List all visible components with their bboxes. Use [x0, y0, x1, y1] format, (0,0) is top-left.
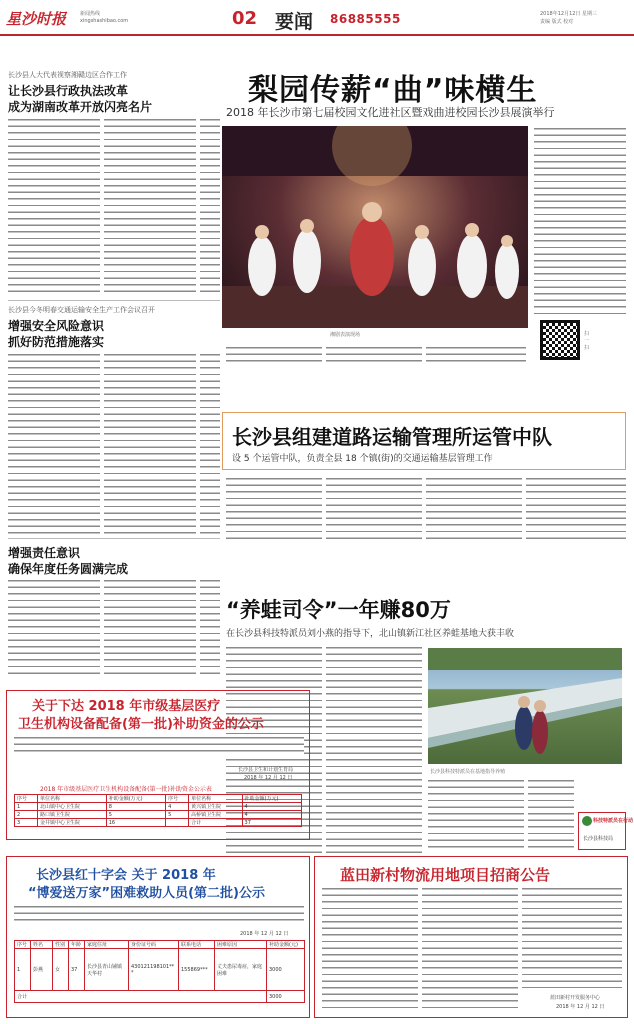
article3-body-col1 — [8, 578, 100, 678]
article2-body-col1 — [8, 352, 100, 534]
notice2-table — [14, 940, 305, 1003]
masthead-rule — [0, 34, 634, 36]
main1-subtitle: 2018 年长沙市第七届校园文化进社区暨戏曲进校园长沙县展演举行 — [226, 106, 555, 119]
table-cell: 4 — [242, 803, 301, 811]
notice1-title-line2: 卫生机构设备配备(第一批)补助资金的公示 — [18, 717, 264, 732]
notice1-body — [14, 735, 304, 755]
table-header-cell: 单位名称 — [189, 795, 242, 803]
hotline-number: 86885555 — [330, 12, 401, 26]
paper-logo: 星沙时报 — [6, 10, 67, 28]
table-cell: 高桥镇卫生院 — [189, 811, 242, 819]
notice3-body-col1 — [322, 886, 418, 1010]
notice2-table-header — [15, 941, 305, 949]
table-cell: 丈夫患尿毒症，家庭困难 — [215, 949, 267, 991]
table-cell: 37 — [242, 819, 301, 827]
article3-title-line2: 确保年度任务圆满完成 — [8, 562, 129, 576]
notice2-title-line1: 长沙县红十字会 关于 2018 年 — [36, 868, 216, 883]
notice1-table — [14, 794, 302, 827]
main1-photo — [222, 126, 528, 328]
table-cell: 3000 — [267, 949, 305, 991]
main3-body-col2 — [326, 645, 422, 857]
table-cell: 5 — [166, 811, 189, 819]
main3-photo — [428, 648, 622, 764]
article1-body-col1 — [8, 117, 100, 295]
qr-code[interactable] — [540, 320, 580, 360]
table-cell: 2 — [15, 811, 38, 819]
main1-sidebar-text — [534, 126, 626, 316]
article1-title-line1: 让长沙县行政执法改革 — [8, 84, 129, 98]
main1-body-col1 — [226, 345, 322, 367]
table-cell: 37 — [69, 949, 85, 991]
badge-icon — [582, 816, 592, 826]
article2-body-col2 — [104, 352, 196, 534]
main3-title: “养蛙司令”一年赚80万 — [226, 598, 451, 622]
main1-photo-caption: 湘剧表演现场 — [330, 332, 361, 338]
frog-farm-illustration — [428, 648, 622, 764]
badge-line2: 长沙县科技局 — [583, 836, 614, 842]
table-header-cell: 身份证号码 — [129, 941, 179, 949]
badge-line1: 科技特派员在行动 — [593, 818, 634, 824]
issue-date: 2018年12月12日 星期三 — [540, 11, 598, 17]
main2-body-col4 — [526, 476, 626, 542]
main1-body-col2 — [326, 345, 422, 367]
notice2-body — [14, 904, 304, 924]
article3-body-col2 — [104, 578, 196, 678]
notice1-title-line1: 关于下达 2018 年市级基层医疗 — [32, 699, 221, 714]
article1-body-col2 — [104, 117, 196, 295]
masthead-sub2: xingshashibao.com — [80, 18, 129, 24]
table-header-cell: 单位名称 — [37, 795, 106, 803]
article1-body-col3 — [200, 117, 220, 295]
notice3-title: 蓝田新村物流用地项目招商公告 — [340, 866, 551, 884]
table-cell: 北山镇中心卫生院 — [37, 803, 106, 811]
table-cell: 金井镇中心卫生院 — [37, 819, 106, 827]
notice1-table-title: 2018 年市级基层医疗卫生机构设备配备(第一批)补助资金公示表 — [40, 786, 212, 793]
article2-kicker: 长沙县今冬明春交通运输安全生产工作会议召开 — [8, 306, 155, 314]
table-header-cell: 姓名 — [31, 941, 53, 949]
table-header-cell: 年龄 — [69, 941, 85, 949]
article3-title-line1: 增强责任意识 — [8, 546, 81, 560]
main2-body-col3 — [426, 476, 522, 542]
main3-photo-caption: 长沙县科技特派员在基地指导养殖 — [430, 769, 506, 775]
table-cell: 3 — [15, 819, 38, 827]
table-cell: 3000 — [267, 991, 305, 1003]
stage-performance-illustration — [222, 126, 528, 328]
main3-body-col4 — [528, 778, 574, 850]
notice2-date: 2018 年 12 月 12 日 — [240, 931, 289, 937]
main1-title: 梨园传薪“曲”味横生 — [248, 73, 538, 108]
table-row — [15, 803, 302, 811]
main2-subtitle: 设 5 个运管中队，负责全县 18 个镇(街)的交通运输基层管理工作 — [232, 454, 493, 464]
notice3-body-col3 — [522, 886, 622, 988]
notice3-date: 2018 年 12 月 12 日 — [556, 1004, 605, 1010]
article2-title-line2: 抓好防范措施落实 — [8, 335, 105, 349]
table-cell: 5 — [106, 811, 165, 819]
main1-body-col3 — [426, 345, 526, 367]
main2-body-col1 — [226, 476, 322, 542]
table-cell: 合计 — [189, 819, 242, 827]
article3-body-col3 — [200, 578, 220, 678]
notice1-signer: 长沙县卫生和计划生育局 — [238, 767, 294, 773]
main2-body-col2 — [326, 476, 422, 542]
table-header-cell: 联系电话 — [179, 941, 215, 949]
table-row — [15, 811, 302, 819]
table-header-cell: 困难原因 — [215, 941, 267, 949]
table-cell: 8 — [106, 803, 165, 811]
main2-title: 长沙县组建道路运输管理所运管中队 — [232, 425, 552, 449]
table-cell — [166, 819, 189, 827]
table-row — [15, 949, 305, 991]
table-cell: 路口镇卫生院 — [37, 811, 106, 819]
table-cell: 长沙县青山铺镇天华村 — [85, 949, 129, 991]
notice3-body-col2 — [422, 886, 518, 1010]
table-header-cell: 序号 — [15, 941, 31, 949]
editor-line: 责编 版式 校对 — [540, 19, 574, 25]
masthead-sub1: 新闻热线 — [80, 11, 101, 17]
table-header-cell: 序号 — [15, 795, 38, 803]
table-cell: 1 — [15, 949, 31, 991]
table-cell: 合计 — [15, 991, 267, 1003]
notice1-date: 2018 年 12 月 12 日 — [244, 775, 293, 781]
table-cell: 16 — [106, 819, 165, 827]
notice2-title-line2: “博爱送万家”困难救助人员(第二批)公示 — [28, 886, 265, 901]
table-header-cell: 补助金额(万元) — [242, 795, 301, 803]
qr-label: 扫一扫 — [584, 331, 590, 351]
table-header-cell: 补助金额(万元) — [106, 795, 165, 803]
main3-body-col3 — [428, 778, 524, 850]
table-cell: 430121198101*** — [129, 949, 179, 991]
table-cell: 1 — [15, 803, 38, 811]
article2-body-col3 — [200, 352, 220, 534]
table-row — [15, 819, 302, 827]
table-row — [15, 991, 305, 1003]
article1-title-line2: 成为湖南改革开放闪亮名片 — [8, 100, 153, 114]
masthead — [0, 0, 634, 34]
notice1-table-header — [15, 795, 302, 803]
tech-specialist-badge — [578, 812, 634, 850]
table-header-cell: 家庭住址 — [85, 941, 129, 949]
page-number: 02 — [232, 8, 258, 29]
divider-left-2 — [8, 538, 220, 539]
table-cell: 4 — [166, 803, 189, 811]
table-header-cell: 序号 — [166, 795, 189, 803]
divider-left-1 — [8, 300, 220, 301]
table-header-cell: 性别 — [53, 941, 69, 949]
section-title: 要闻 — [275, 11, 314, 33]
notice3-signer: 蓝田新村开发服务中心 — [550, 995, 601, 1001]
main3-subtitle: 在长沙县科技特派员刘小燕的指导下，北山镇新江社区养蛙基地大获丰收 — [226, 629, 515, 639]
table-cell: 黄兴镇卫生院 — [189, 803, 242, 811]
article1-kicker: 长沙县人大代表视察湘赣边区合作工作 — [8, 71, 127, 79]
table-cell: 4 — [242, 811, 301, 819]
table-cell: 女 — [53, 949, 69, 991]
table-cell: 彭燕 — [31, 949, 53, 991]
article2-title-line1: 增强安全风险意识 — [8, 319, 105, 333]
table-cell: 155869*** — [179, 949, 215, 991]
table-header-cell: 补助金额(元) — [267, 941, 305, 949]
